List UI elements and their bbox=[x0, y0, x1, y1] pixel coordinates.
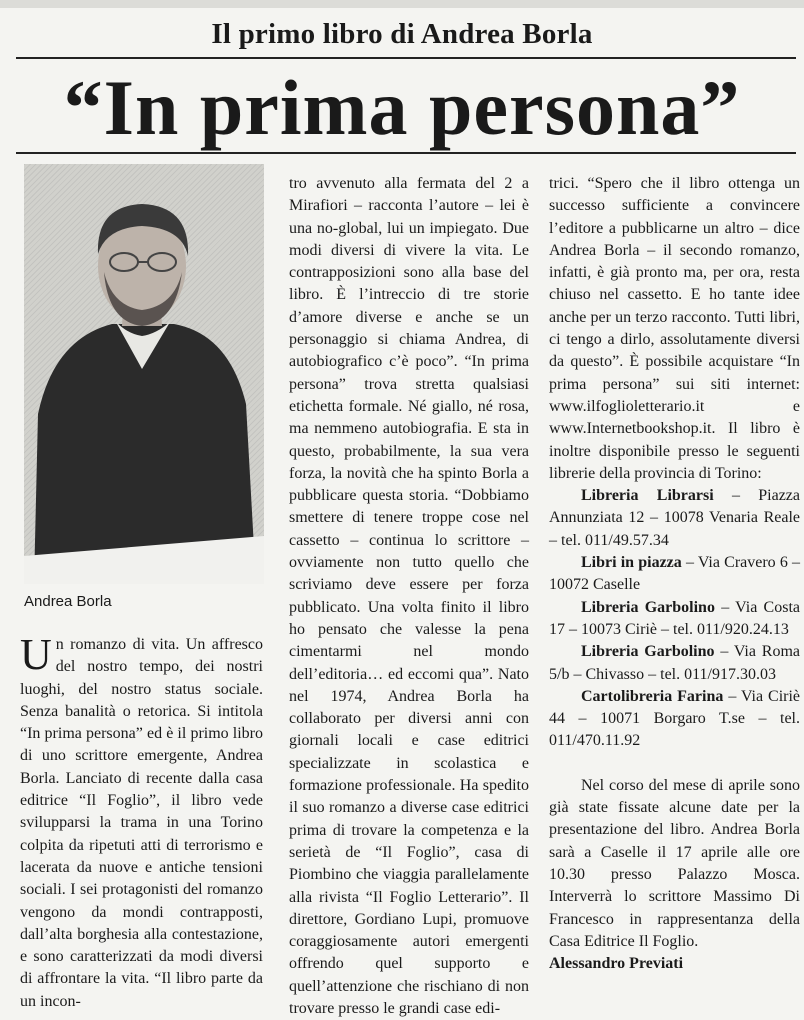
photo-caption: Andrea Borla bbox=[24, 593, 112, 610]
store-name: Libreria Garbolino bbox=[581, 598, 715, 616]
intro-paragraph bbox=[20, 630, 263, 1013]
intro-text: n romanzo di vita. Un affresco del nostro tempo, dei nostri luoghi, del nostro status sociale. Senza banalità o retorica. Si intitola “In prima persona” ed è il primo libro di uno scrittore emergente, Andrea Borla. Lanciato di recente dalla casa editrice “Il Foglio”, il libro vede svilupparsi la trama in una Torino colpita da ripetuti atti di terrorismo e lacerata da nuove e antiche tensioni sociali. I sei protagonisti del romanzo vengono da mondi contrapposti, dall’alta borghesia alla contestazione, e sono caratterizzati da modi diversi di affrontare la vita. “Il libro parte da un incon- bbox=[20, 636, 263, 1010]
store-entry bbox=[549, 485, 800, 552]
store-address: – Via Roma 5/b – Chivasso – tel. 011/917.30.03 bbox=[549, 643, 800, 683]
store-name: Libri in piazza bbox=[581, 554, 682, 572]
rule-top bbox=[16, 57, 796, 59]
author-photo bbox=[24, 164, 264, 584]
store-entry bbox=[549, 686, 800, 753]
store-address: – Via Cravero 6 – 10072 Caselle bbox=[549, 554, 801, 594]
column-2-text: tro avvenuto alla fermata del 2 a Mirafiori – racconta l’autore – lei è una no-global, lui un impiegato. Due modi diversi di vivere la vita. Le contrapposizioni sono alla base del libro. È l’intreccio di tre storie d’amore diverse e anche se un personaggio si chiama Andrea, di autobiografico c’è poco”. “In prima persona” trova stretta qualsiasi etichetta formale. Né giallo, né rosa, ma nemmeno autobiografia. E sta in questo, probabilmente, la sua vera forza, la novità che ha spinto Borla a pubblicare questa storia. “Dobbiamo smettere di tenere troppe cose nel cassetto – continua lo scrittore – ovviamente non tutto quello che scriviamo deve essere per forza pubblicato. Una volta finito il libro ho pensato che valesse la pena cimentarmi nel mondo dell’editoria… ed eccomi qua”. Nato nel 1974, Andrea Borla ha collaborato per diversi anni con giornali locali e case editrici specializzate in scolastica e formazione professionale. Ha spedito il suo romanzo a diverse case editrici prima di trovare la competenza e la serietà de “Il Foglio”, casa di Piombino che viaggia parallelamente alla rivista “Il Foglio Letterario”. Il direttore, Gordiano Lupi, promuove coraggiosamente autori emergenti offrendo quel supporto e quell’attenzione che rischiano di non trovare presso le grandi case edi- bbox=[289, 175, 529, 1017]
store-address: – Piazza Annunziata 12 – 10078 Venaria Reale – tel. 011/49.57.34 bbox=[549, 487, 801, 549]
store-address: – Via Costa 17 – 10073 Ciriè – tel. 011/920.24.13 bbox=[549, 598, 801, 638]
kicker-title: Il primo libro di Andrea Borla bbox=[211, 18, 593, 50]
drop-cap: U bbox=[20, 630, 52, 679]
author-signature: Alessandro Previati bbox=[549, 955, 684, 973]
rule-bottom bbox=[16, 152, 796, 154]
article-column-2 bbox=[289, 173, 529, 1020]
closing-paragraph: Nel corso del mese di aprile sono già state fissate alcune date per la presentazione del libro. Andrea Borla sarà a Caselle il 17 aprile alle ore 10.30 presso Palazzo Mosca. Interverrà lo scrittore Massimo Di Francesco in rappresentanza della Casa Editrice Il Foglio. bbox=[549, 776, 800, 950]
store-name: Libreria Librarsi bbox=[581, 487, 714, 505]
store-entry bbox=[549, 552, 800, 597]
article-column-1 bbox=[20, 630, 263, 1013]
paragraph-gap bbox=[549, 753, 800, 775]
store-name: Libreria Garbolino bbox=[581, 643, 715, 661]
store-address: – Via Ciriè 44 – 10071 Borgaro T.se – tel. 011/470.11.92 bbox=[549, 687, 801, 750]
column-3-lead: trici. “Spero che il libro ottenga un successo sufficiente a convincere l’editore a pubblicarne un altro – dice Andrea Borla – il secondo romanzo, infatti, è già pronto ma, per ora, resta chiuso nel cassetto. E ho tante idee anche per un terzo racconto. Tutti libri, ci tengo a dirlo, assolutamente diversi da questo”. È possibile acquistare “In prima persona” sui siti internet: www.ilfoglioletterario.it e www.Internetbookshop.it. Il libro è inoltre disponibile presso le seguenti librerie della provincia di Torino: bbox=[549, 175, 800, 482]
store-name: Cartolibreria Farina bbox=[581, 687, 724, 705]
store-entry bbox=[549, 641, 800, 686]
article-column-3 bbox=[549, 173, 800, 975]
author-portrait-illustration bbox=[24, 164, 264, 584]
top-band bbox=[0, 0, 804, 8]
headline: “In prima persona” bbox=[63, 64, 741, 151]
store-entry bbox=[549, 597, 800, 642]
